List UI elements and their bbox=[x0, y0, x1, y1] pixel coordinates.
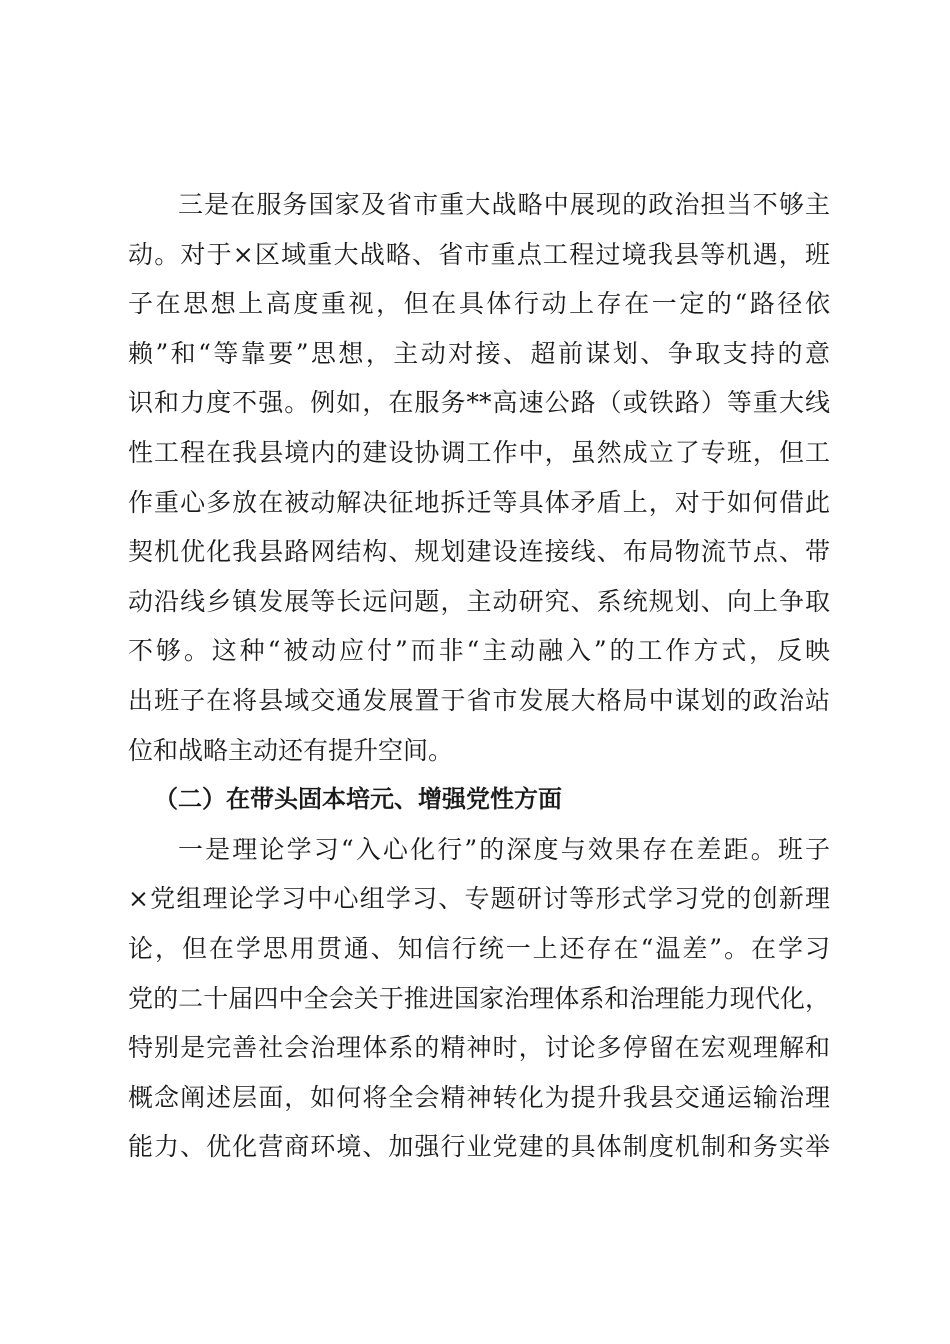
section-heading: （二）在带头固本培元、增强党性方面 bbox=[154, 785, 562, 814]
paragraph-line: 性工程在我县境内的建设协调工作中，虽然成立了专班，但工 bbox=[128, 437, 830, 467]
paragraph-line: 论，但在学思用贯通、知信行统一上还存在“温差”。在学习 bbox=[128, 933, 830, 963]
paragraph-line: ×党组理论学习中心组学习、专题研讨等形式学习党的创新理 bbox=[128, 884, 830, 914]
paragraph-line: 位和战略主动还有提升空间。 bbox=[128, 735, 454, 765]
paragraph-line: 出班子在将县域交通发展置于省市发展大格局中谋划的政治站 bbox=[128, 685, 830, 715]
document-body bbox=[128, 180, 830, 1172]
paragraph-line: 赖”和“等靠要”思想，主动对接、超前谋划、争取支持的意 bbox=[128, 338, 830, 368]
paragraph-line: 一是理论学习“入心化行”的深度与效果存在差距。班子 bbox=[178, 834, 830, 864]
paragraph-line: 三是在服务国家及省市重大战略中展现的政治担当不够主 bbox=[178, 190, 830, 219]
paragraph-line: 能力、优化营商环境、加强行业党建的具体制度机制和务实举 bbox=[128, 1132, 830, 1162]
paragraph-line: 作重心多放在被动解决征地拆迁等具体矛盾上，对于如何借此 bbox=[128, 487, 830, 517]
paragraph-line: 特别是完善社会治理体系的精神时，讨论多停留在宏观理解和 bbox=[128, 1033, 830, 1063]
paragraph-line: 党的二十届四中全会关于推进国家治理体系和治理能力现代化， bbox=[128, 983, 830, 1013]
paragraph-line: 概念阐述层面，如何将全会精神转化为提升我县交通运输治理 bbox=[128, 1082, 830, 1112]
paragraph-line: 不够。这种“被动应付”而非“主动融入”的工作方式，反映 bbox=[128, 636, 830, 666]
paragraph-line: 子在思想上高度重视，但在具体行动上存在一定的“路径依 bbox=[128, 289, 830, 319]
paragraph-line: 动。对于×区域重大战略、省市重点工程过境我县等机遇，班 bbox=[128, 239, 830, 269]
paragraph-line: 契机优化我县路网结构、规划建设连接线、布局物流节点、带 bbox=[128, 537, 830, 567]
paragraph-line: 动沿线乡镇发展等长远问题，主动研究、系统规划、向上争取 bbox=[128, 586, 830, 616]
paragraph-line: 识和力度不强。例如，在服务**高速公路（或铁路）等重大线 bbox=[128, 388, 830, 418]
